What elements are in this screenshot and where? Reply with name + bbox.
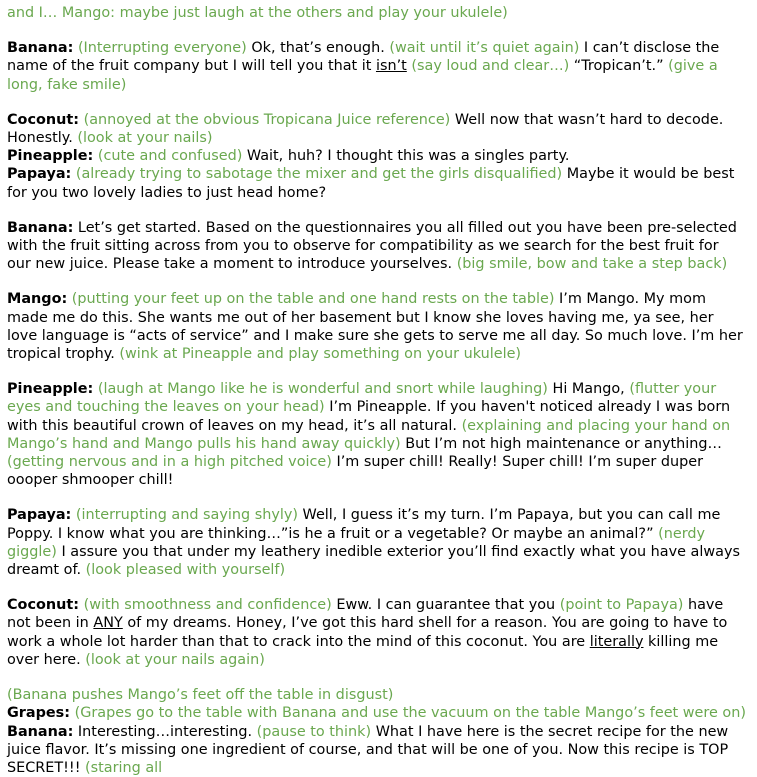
stage-direction: (nerdy giggle) bbox=[7, 526, 705, 560]
stage-direction: (laugh at Mango like he is wonderful and snort while laughing) bbox=[98, 381, 548, 397]
dialogue-text: I’m Mango. My mom made me do this. She wants me out of her basement but I know she loves having me, ya see, her love language is “acts of service” and I make sure she gets to serve me all day. So much love. I’m her tropical trophy. bbox=[7, 291, 743, 362]
dialogue-text: “Tropican’t.” bbox=[569, 58, 668, 74]
dialogue-text: Wait, huh? I thought this was a singles party. bbox=[242, 148, 569, 164]
script-line bbox=[7, 723, 746, 777]
stage-direction: (wait until it’s quiet again) bbox=[389, 40, 579, 56]
script-line bbox=[7, 147, 746, 165]
script-line bbox=[7, 380, 746, 489]
script-line bbox=[7, 596, 746, 669]
dialogue-text: Interesting…interesting. bbox=[73, 724, 256, 740]
speaker-name: Banana: bbox=[7, 220, 73, 236]
script-line bbox=[7, 39, 746, 94]
stage-direction: (look at your nails) bbox=[77, 130, 212, 146]
script-line bbox=[7, 290, 746, 363]
stage-direction: (interrupting and saying shyly) bbox=[76, 507, 298, 523]
dialogue-text: Eww. I can guarantee that you bbox=[332, 597, 560, 613]
stage-direction: (staring all bbox=[85, 760, 162, 776]
speaker-name: Grapes: bbox=[7, 705, 70, 721]
dialogue-text: I’m Pineapple. If you haven't noticed already I was born with this beautiful crown of leaves on my head, it’s all natural. bbox=[7, 399, 730, 433]
script-line bbox=[7, 165, 746, 201]
stage-direction: (big smile, bow and take a step back) bbox=[457, 256, 728, 272]
emphasis-text: ANY bbox=[93, 615, 122, 631]
stage-direction: (pause to think) bbox=[257, 724, 371, 740]
stage-direction: (explaining and placing your hand on Mango’s hand and Mango pulls his hand away quickly) bbox=[7, 418, 730, 452]
script-line bbox=[7, 686, 746, 704]
dialogue-text: killing me over here. bbox=[7, 634, 718, 668]
stage-direction: (cute and confused) bbox=[98, 148, 243, 164]
dialogue-text: Ok, that’s enough. bbox=[247, 40, 390, 56]
stage-direction: (putting your feet up on the table and one hand rests on the table) bbox=[72, 291, 555, 307]
stage-direction: (already trying to sabotage the mixer and get the girls disqualified) bbox=[76, 166, 562, 182]
stage-direction: (flutter your eyes and touching the leaves on your head) bbox=[7, 381, 716, 415]
stage-direction: (Banana pushes Mango’s feet off the table in disgust) bbox=[7, 687, 393, 703]
script-line bbox=[7, 111, 746, 147]
stage-direction: (Interrupting everyone) bbox=[78, 40, 247, 56]
stage-direction: (look at your nails again) bbox=[85, 652, 265, 668]
dialogue-text: have not been in bbox=[7, 597, 723, 631]
script-line bbox=[7, 704, 746, 722]
dialogue-text: Hi Mango, bbox=[548, 381, 629, 397]
speaker-name: Papaya: bbox=[7, 166, 71, 182]
stage-direction: (with smoothness and confidence) bbox=[84, 597, 332, 613]
stage-direction: (point to Papaya) bbox=[560, 597, 684, 613]
stage-direction: (annoyed at the obvious Tropicana Juice reference) bbox=[84, 112, 451, 128]
dialogue-text: I assure you that under my leathery inedible exterior you’ll find exactly what you have always dreamt of. bbox=[7, 544, 740, 578]
speaker-name: Coconut: bbox=[7, 112, 79, 128]
speaker-name: Coconut: bbox=[7, 597, 79, 613]
script-line bbox=[7, 4, 746, 22]
script-line bbox=[7, 506, 746, 579]
dialogue-text: I’m super chill! Really! Super chill! I’m super duper oooper shmooper chill! bbox=[7, 454, 703, 488]
stage-direction: and I… Mango: maybe just laugh at the others and play your ukulele) bbox=[7, 5, 508, 21]
speaker-name: Pineapple: bbox=[7, 148, 93, 164]
dialogue-text: Well, I guess it’s my turn. I’m Papaya, but you can call me Poppy. I know what you are thinking…”is he a fruit or a vegetable? Or maybe an animal?” bbox=[7, 507, 720, 541]
speaker-name: Mango: bbox=[7, 291, 67, 307]
dialogue-text: Well now that wasn’t hard to decode. Honestly. bbox=[7, 112, 723, 146]
stage-direction: (look pleased with yourself) bbox=[86, 562, 286, 578]
stage-direction: (say loud and clear…) bbox=[411, 58, 569, 74]
dialogue-text: What I have here is the secret recipe for the new juice flavor. It’s missing one ingredient of course, and that will be one of you. Now this recipe is TOP SECRET!!! bbox=[7, 724, 728, 776]
stage-direction: (give a long, fake smile) bbox=[7, 58, 718, 92]
script-line bbox=[7, 219, 746, 274]
dialogue-text: Maybe it would be best for you two lovely ladies to just head home? bbox=[7, 166, 734, 200]
dialogue-text: But I’m not high maintenance or anything… bbox=[401, 436, 722, 452]
speaker-name: Banana: bbox=[7, 724, 73, 740]
stage-direction: (wink at Pineapple and play something on your ukulele) bbox=[119, 346, 521, 362]
dialogue-text: of my dreams. Honey, I’ve got this hard shell for a reason. You are going to have to work a whole lot harder than that to crack into the mind of this coconut. You are bbox=[7, 615, 727, 649]
stage-direction: (getting nervous and in a high pitched voice) bbox=[7, 454, 332, 470]
dialogue-text: I can’t disclose the name of the fruit company but I will tell you that it bbox=[7, 40, 719, 74]
emphasis-text: isn’t bbox=[376, 58, 407, 74]
speaker-name: Pineapple: bbox=[7, 381, 93, 397]
speaker-name: Banana: bbox=[7, 40, 73, 56]
stage-direction: (Grapes go to the table with Banana and use the vacuum on the table Mango’s feet were on) bbox=[75, 705, 746, 721]
emphasis-text: literally bbox=[590, 634, 644, 650]
dialogue-text: Let’s get started. Based on the questionnaires you all filled out you have been pre-selected with the fruit sitting across from you to observe for compatibility as we search for the best fruit for our new juice. Please take a moment to introduce yourselves. bbox=[7, 220, 737, 272]
speaker-name: Papaya: bbox=[7, 507, 71, 523]
